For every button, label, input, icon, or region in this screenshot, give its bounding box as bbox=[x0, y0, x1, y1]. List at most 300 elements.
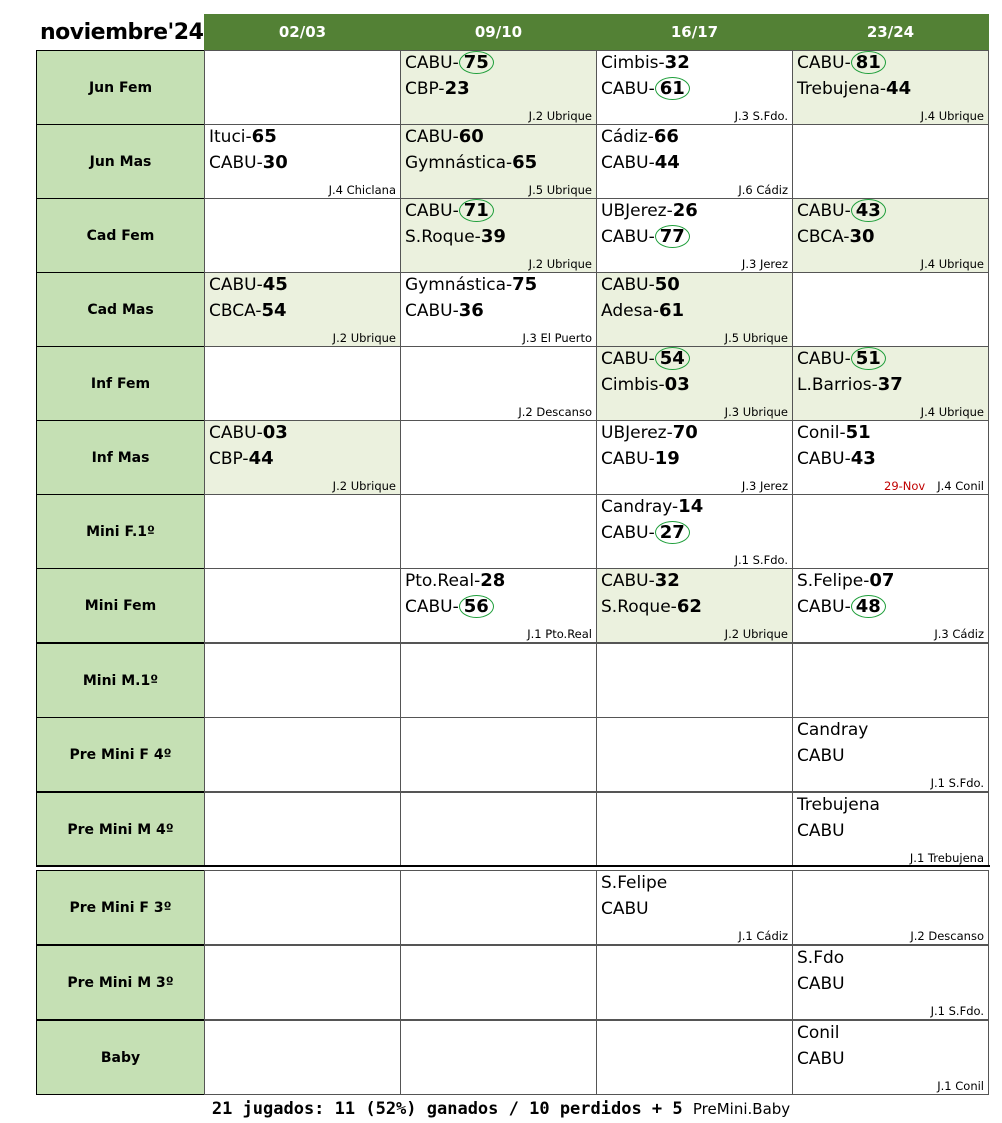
round-venue: J.1 Pto.Real bbox=[527, 627, 592, 641]
score-dash: - bbox=[438, 79, 445, 99]
score: 61 bbox=[659, 300, 685, 321]
score-dash: - bbox=[652, 301, 659, 321]
team-line bbox=[405, 225, 506, 249]
match-cell bbox=[400, 346, 597, 421]
team-line bbox=[797, 972, 845, 996]
match-info bbox=[735, 109, 788, 123]
team-name: Cimbis bbox=[601, 375, 659, 395]
round-venue: J.1 Trebujena bbox=[909, 851, 984, 865]
team-line bbox=[405, 51, 494, 75]
score: 39 bbox=[480, 226, 506, 247]
team-line bbox=[601, 51, 690, 75]
match-cell bbox=[204, 346, 401, 421]
round-venue: J.4 Ubrique bbox=[920, 109, 984, 123]
round-venue: J.1 Conil bbox=[937, 1079, 984, 1093]
page-title: noviembre'24 bbox=[40, 20, 204, 45]
score-dash: - bbox=[863, 571, 870, 591]
match-info bbox=[738, 929, 788, 943]
team-line bbox=[405, 151, 537, 175]
round-venue: J.4 Conil bbox=[937, 479, 984, 493]
team-line bbox=[405, 569, 505, 593]
match-info bbox=[329, 183, 396, 197]
column-header-4: 23/24 bbox=[792, 14, 989, 50]
column-header-2: 09/10 bbox=[400, 14, 597, 50]
team-name: CABU bbox=[405, 127, 453, 147]
team-line bbox=[797, 447, 876, 471]
score: 03 bbox=[664, 374, 690, 395]
team-line bbox=[601, 199, 698, 223]
match-info bbox=[333, 479, 396, 493]
score: 44 bbox=[886, 78, 912, 99]
summary-footer bbox=[0, 1099, 1002, 1119]
match-cell bbox=[204, 792, 401, 867]
score: 23 bbox=[444, 78, 470, 99]
match-info bbox=[527, 627, 592, 641]
team-name: UBJerez bbox=[601, 201, 667, 221]
team-line bbox=[797, 199, 886, 223]
match-cell bbox=[400, 50, 597, 125]
team-name: Adesa bbox=[601, 301, 653, 321]
match-info bbox=[921, 405, 984, 419]
team-line bbox=[601, 151, 680, 175]
score-dash: - bbox=[871, 375, 878, 395]
team-name: Candray bbox=[601, 497, 673, 517]
match-cell bbox=[596, 272, 793, 347]
team-name: CABU bbox=[797, 746, 845, 766]
team-line bbox=[797, 569, 894, 593]
match-cell bbox=[204, 50, 401, 125]
round-venue: J.4 Ubrique bbox=[920, 257, 984, 271]
match-info bbox=[921, 257, 984, 271]
team-line bbox=[797, 819, 845, 843]
match-cell bbox=[400, 124, 597, 199]
round-venue: J.2 Ubrique bbox=[528, 109, 592, 123]
match-date: 29-Nov bbox=[884, 479, 926, 493]
match-cell bbox=[792, 1020, 989, 1095]
team-name: CABU bbox=[405, 301, 453, 321]
winning-score: 43 bbox=[851, 199, 886, 222]
match-cell bbox=[596, 494, 793, 569]
team-name: L.Barrios bbox=[797, 375, 872, 395]
winning-score: 61 bbox=[655, 77, 690, 100]
score: 03 bbox=[262, 422, 288, 443]
team-name: CABU bbox=[405, 597, 453, 617]
team-name: CBCA bbox=[797, 227, 844, 247]
team-name: CABU bbox=[601, 449, 649, 469]
winning-score: 51 bbox=[851, 347, 886, 370]
match-cell bbox=[204, 124, 401, 199]
round-venue: J.4 Ubrique bbox=[920, 405, 984, 419]
match-cell bbox=[204, 420, 401, 495]
team-line bbox=[797, 77, 911, 101]
match-cell bbox=[792, 420, 989, 495]
match-cell bbox=[792, 870, 989, 945]
team-line bbox=[209, 125, 277, 149]
score-dash: - bbox=[648, 153, 655, 173]
match-info bbox=[725, 405, 788, 419]
score: 07 bbox=[869, 570, 895, 591]
team-line bbox=[797, 595, 886, 619]
team-name: CABU bbox=[797, 1049, 845, 1069]
match-info bbox=[725, 627, 788, 641]
match-cell bbox=[596, 420, 793, 495]
row-label: Pre Mini M 4º bbox=[36, 792, 205, 867]
team-name: CABU bbox=[601, 523, 649, 543]
team-line bbox=[601, 421, 698, 445]
score-dash: - bbox=[666, 423, 673, 443]
score: 51 bbox=[845, 422, 871, 443]
summary-note: PreMini.Baby bbox=[692, 1100, 791, 1118]
row-label: Mini M.1º bbox=[36, 643, 205, 718]
winning-score: 77 bbox=[655, 225, 690, 248]
match-cell bbox=[400, 420, 597, 495]
team-line bbox=[405, 299, 484, 323]
team-line bbox=[797, 718, 868, 742]
score: 28 bbox=[480, 570, 506, 591]
section-divider bbox=[36, 865, 990, 867]
team-line bbox=[797, 225, 875, 249]
team-name: CABU bbox=[797, 349, 845, 369]
match-info bbox=[522, 331, 592, 345]
match-info bbox=[884, 479, 984, 493]
winning-score: 56 bbox=[459, 595, 494, 618]
score-dash: - bbox=[452, 53, 459, 73]
team-line bbox=[797, 51, 886, 75]
team-line bbox=[797, 744, 845, 768]
match-cell bbox=[204, 494, 401, 569]
score-dash: - bbox=[839, 423, 846, 443]
match-info bbox=[529, 257, 592, 271]
team-line bbox=[209, 151, 288, 175]
match-cell bbox=[596, 346, 793, 421]
team-line bbox=[601, 521, 690, 545]
match-info bbox=[934, 627, 984, 641]
column-header-3: 16/17 bbox=[596, 14, 793, 50]
team-line bbox=[601, 897, 649, 921]
score-dash: - bbox=[844, 597, 851, 617]
match-cell bbox=[596, 1020, 793, 1095]
round-venue: J.2 Ubrique bbox=[332, 479, 396, 493]
match-info bbox=[937, 1079, 984, 1093]
match-info bbox=[725, 331, 788, 345]
team-line bbox=[601, 299, 684, 323]
score-dash: - bbox=[658, 53, 665, 73]
row-label: Mini Fem bbox=[36, 568, 205, 643]
match-cell bbox=[596, 198, 793, 273]
team-name: CBCA bbox=[209, 301, 256, 321]
winning-score: 48 bbox=[851, 595, 886, 618]
row-label: Jun Mas bbox=[36, 124, 205, 199]
row-label: Cad Fem bbox=[36, 198, 205, 273]
match-cell bbox=[400, 792, 597, 867]
match-cell bbox=[204, 568, 401, 643]
match-cell bbox=[792, 717, 989, 792]
team-name: Gymnástica bbox=[405, 153, 506, 173]
score-dash: - bbox=[242, 449, 249, 469]
team-name: Candray bbox=[797, 720, 869, 740]
team-line bbox=[405, 77, 470, 101]
team-name: CABU bbox=[797, 201, 845, 221]
round-venue: J.2 Ubrique bbox=[724, 627, 788, 641]
team-name: CABU bbox=[797, 821, 845, 841]
match-info bbox=[738, 183, 788, 197]
team-name: Gymnástica bbox=[405, 275, 506, 295]
score: 50 bbox=[654, 274, 680, 295]
team-line bbox=[601, 125, 679, 149]
score-dash: - bbox=[648, 227, 655, 247]
score: 30 bbox=[262, 152, 288, 173]
match-cell bbox=[400, 272, 597, 347]
score-dash: - bbox=[506, 275, 513, 295]
match-cell bbox=[792, 568, 989, 643]
match-cell bbox=[596, 50, 793, 125]
score: 26 bbox=[672, 200, 698, 221]
match-info bbox=[910, 929, 984, 943]
round-venue: J.3 Ubrique bbox=[724, 405, 788, 419]
team-name: CBP bbox=[209, 449, 243, 469]
match-info bbox=[931, 1004, 984, 1018]
team-line bbox=[797, 347, 886, 371]
row-label: Baby bbox=[36, 1020, 205, 1095]
team-line bbox=[601, 447, 680, 471]
winning-score: 27 bbox=[655, 521, 690, 544]
score-dash: - bbox=[474, 227, 481, 247]
team-name: CABU bbox=[405, 53, 453, 73]
score-dash: - bbox=[844, 53, 851, 73]
score: 75 bbox=[512, 274, 538, 295]
score: 37 bbox=[877, 374, 903, 395]
score: 30 bbox=[849, 226, 875, 247]
score: 19 bbox=[654, 448, 680, 469]
team-line bbox=[209, 447, 274, 471]
match-cell bbox=[400, 1020, 597, 1095]
score: 62 bbox=[676, 596, 702, 617]
team-line bbox=[601, 77, 690, 101]
match-cell bbox=[204, 643, 401, 718]
score: 43 bbox=[850, 448, 876, 469]
match-info bbox=[333, 331, 396, 345]
team-name: Pto.Real bbox=[405, 571, 475, 591]
winning-score: 54 bbox=[655, 347, 690, 370]
team-line bbox=[601, 595, 702, 619]
score: 14 bbox=[678, 496, 704, 517]
match-info bbox=[921, 109, 984, 123]
row-label: Cad Mas bbox=[36, 272, 205, 347]
match-cell bbox=[792, 792, 989, 867]
match-cell bbox=[204, 272, 401, 347]
match-cell bbox=[792, 945, 989, 1020]
match-cell bbox=[204, 870, 401, 945]
match-info bbox=[529, 109, 592, 123]
match-cell bbox=[792, 643, 989, 718]
team-line bbox=[405, 273, 537, 297]
score-dash: - bbox=[452, 301, 459, 321]
score: 65 bbox=[512, 152, 538, 173]
match-cell bbox=[400, 717, 597, 792]
team-name: CABU bbox=[601, 79, 649, 99]
team-line bbox=[601, 871, 667, 895]
score-dash: - bbox=[648, 349, 655, 369]
score-dash: - bbox=[452, 597, 459, 617]
team-line bbox=[601, 273, 680, 297]
score: 32 bbox=[664, 52, 690, 73]
match-cell bbox=[204, 198, 401, 273]
team-line bbox=[797, 421, 871, 445]
row-label: Jun Fem bbox=[36, 50, 205, 125]
match-cell bbox=[204, 1020, 401, 1095]
score-dash: - bbox=[670, 597, 677, 617]
score-dash: - bbox=[843, 227, 850, 247]
team-name: Cádiz bbox=[601, 127, 648, 147]
score-dash: - bbox=[844, 349, 851, 369]
score: 70 bbox=[672, 422, 698, 443]
team-name: CABU bbox=[601, 571, 649, 591]
team-line bbox=[405, 595, 494, 619]
score-dash: - bbox=[245, 127, 252, 147]
match-cell bbox=[596, 945, 793, 1020]
score-dash: - bbox=[648, 571, 655, 591]
winning-score: 81 bbox=[851, 51, 886, 74]
team-name: CABU bbox=[797, 974, 845, 994]
match-cell bbox=[596, 717, 793, 792]
round-venue: J.2 Ubrique bbox=[332, 331, 396, 345]
summary-text: 21 jugados: 11 (52%) ganados / 10 perdidos + 5 bbox=[211, 1099, 683, 1119]
round-venue: J.1 S.Fdo. bbox=[930, 776, 984, 790]
team-name: S.Fdo bbox=[797, 948, 845, 968]
round-venue: J.3 S.Fdo. bbox=[734, 109, 788, 123]
round-venue: J.4 Chiclana bbox=[328, 183, 396, 197]
match-cell bbox=[792, 124, 989, 199]
score-dash: - bbox=[844, 201, 851, 221]
score: 45 bbox=[262, 274, 288, 295]
score: 36 bbox=[458, 300, 484, 321]
match-cell bbox=[596, 643, 793, 718]
round-venue: J.5 Ubrique bbox=[528, 183, 592, 197]
round-venue: J.5 Ubrique bbox=[724, 331, 788, 345]
match-info bbox=[735, 553, 788, 567]
team-line bbox=[405, 199, 494, 223]
team-line bbox=[797, 1021, 840, 1045]
team-line bbox=[209, 299, 287, 323]
team-name: Conil bbox=[797, 1023, 840, 1043]
row-label: Inf Fem bbox=[36, 346, 205, 421]
match-info bbox=[518, 405, 592, 419]
round-venue: J.3 Jerez bbox=[741, 257, 788, 271]
team-name: CABU bbox=[797, 597, 845, 617]
round-venue: J.3 El Puerto bbox=[522, 331, 592, 345]
match-cell bbox=[400, 945, 597, 1020]
match-cell bbox=[596, 568, 793, 643]
team-name: Cimbis bbox=[601, 53, 659, 73]
team-line bbox=[209, 421, 288, 445]
team-name: UBJerez bbox=[601, 423, 667, 443]
team-name: S.Felipe bbox=[797, 571, 864, 591]
winning-score: 75 bbox=[459, 51, 494, 74]
score-dash: - bbox=[506, 153, 513, 173]
match-cell bbox=[204, 945, 401, 1020]
row-label: Mini F.1º bbox=[36, 494, 205, 569]
round-venue: J.6 Cádiz bbox=[738, 183, 788, 197]
match-cell bbox=[792, 346, 989, 421]
team-name: CABU bbox=[601, 227, 649, 247]
match-cell bbox=[792, 494, 989, 569]
score-dash: - bbox=[648, 449, 655, 469]
round-venue: J.3 Cádiz bbox=[934, 627, 984, 641]
score-dash: - bbox=[672, 497, 679, 517]
team-line bbox=[601, 373, 690, 397]
team-line bbox=[797, 793, 880, 817]
team-line bbox=[601, 495, 703, 519]
match-cell bbox=[792, 198, 989, 273]
score-dash: - bbox=[658, 375, 665, 395]
row-label: Inf Mas bbox=[36, 420, 205, 495]
team-line bbox=[797, 373, 903, 397]
match-cell bbox=[596, 792, 793, 867]
match-cell bbox=[400, 870, 597, 945]
match-info bbox=[910, 851, 984, 865]
row-label: Pre Mini F 4º bbox=[36, 717, 205, 792]
score: 32 bbox=[654, 570, 680, 591]
score-dash: - bbox=[648, 79, 655, 99]
round-venue: J.1 S.Fdo. bbox=[734, 553, 788, 567]
match-info bbox=[742, 257, 788, 271]
score: 44 bbox=[248, 448, 274, 469]
team-name: Trebujena bbox=[797, 79, 880, 99]
score: 44 bbox=[654, 152, 680, 173]
score-dash: - bbox=[474, 571, 481, 591]
match-info bbox=[931, 776, 984, 790]
team-name: Ituci bbox=[209, 127, 246, 147]
score: 54 bbox=[261, 300, 287, 321]
team-name: Conil bbox=[797, 423, 840, 443]
score-dash: - bbox=[452, 201, 459, 221]
match-cell bbox=[400, 494, 597, 569]
team-line bbox=[797, 946, 844, 970]
score-dash: - bbox=[256, 423, 263, 443]
score-dash: - bbox=[452, 127, 459, 147]
team-name: CABU bbox=[209, 153, 257, 173]
score-dash: - bbox=[256, 153, 263, 173]
round-venue: J.2 Ubrique bbox=[528, 257, 592, 271]
score-dash: - bbox=[648, 275, 655, 295]
round-venue: J.2 Descanso bbox=[518, 405, 592, 419]
row-label: Pre Mini F 3º bbox=[36, 870, 205, 945]
team-name: S.Roque bbox=[405, 227, 475, 247]
round-venue: J.1 S.Fdo. bbox=[930, 1004, 984, 1018]
team-name: CABU bbox=[797, 53, 845, 73]
team-line bbox=[601, 347, 690, 371]
team-name: S.Roque bbox=[601, 597, 671, 617]
match-cell bbox=[400, 568, 597, 643]
team-name: CABU bbox=[601, 153, 649, 173]
team-name: CBP bbox=[405, 79, 439, 99]
match-cell bbox=[400, 643, 597, 718]
match-cell bbox=[204, 717, 401, 792]
team-name: CABU bbox=[797, 449, 845, 469]
column-header-1: 02/03 bbox=[204, 14, 401, 50]
team-name: CABU bbox=[209, 275, 257, 295]
score-dash: - bbox=[879, 79, 887, 99]
team-line bbox=[405, 125, 484, 149]
match-cell bbox=[596, 124, 793, 199]
match-cell bbox=[596, 870, 793, 945]
match-cell bbox=[792, 50, 989, 125]
team-name: CABU bbox=[405, 201, 453, 221]
score: 60 bbox=[458, 126, 484, 147]
team-line bbox=[209, 273, 288, 297]
match-info bbox=[742, 479, 788, 493]
score-dash: - bbox=[648, 523, 655, 543]
